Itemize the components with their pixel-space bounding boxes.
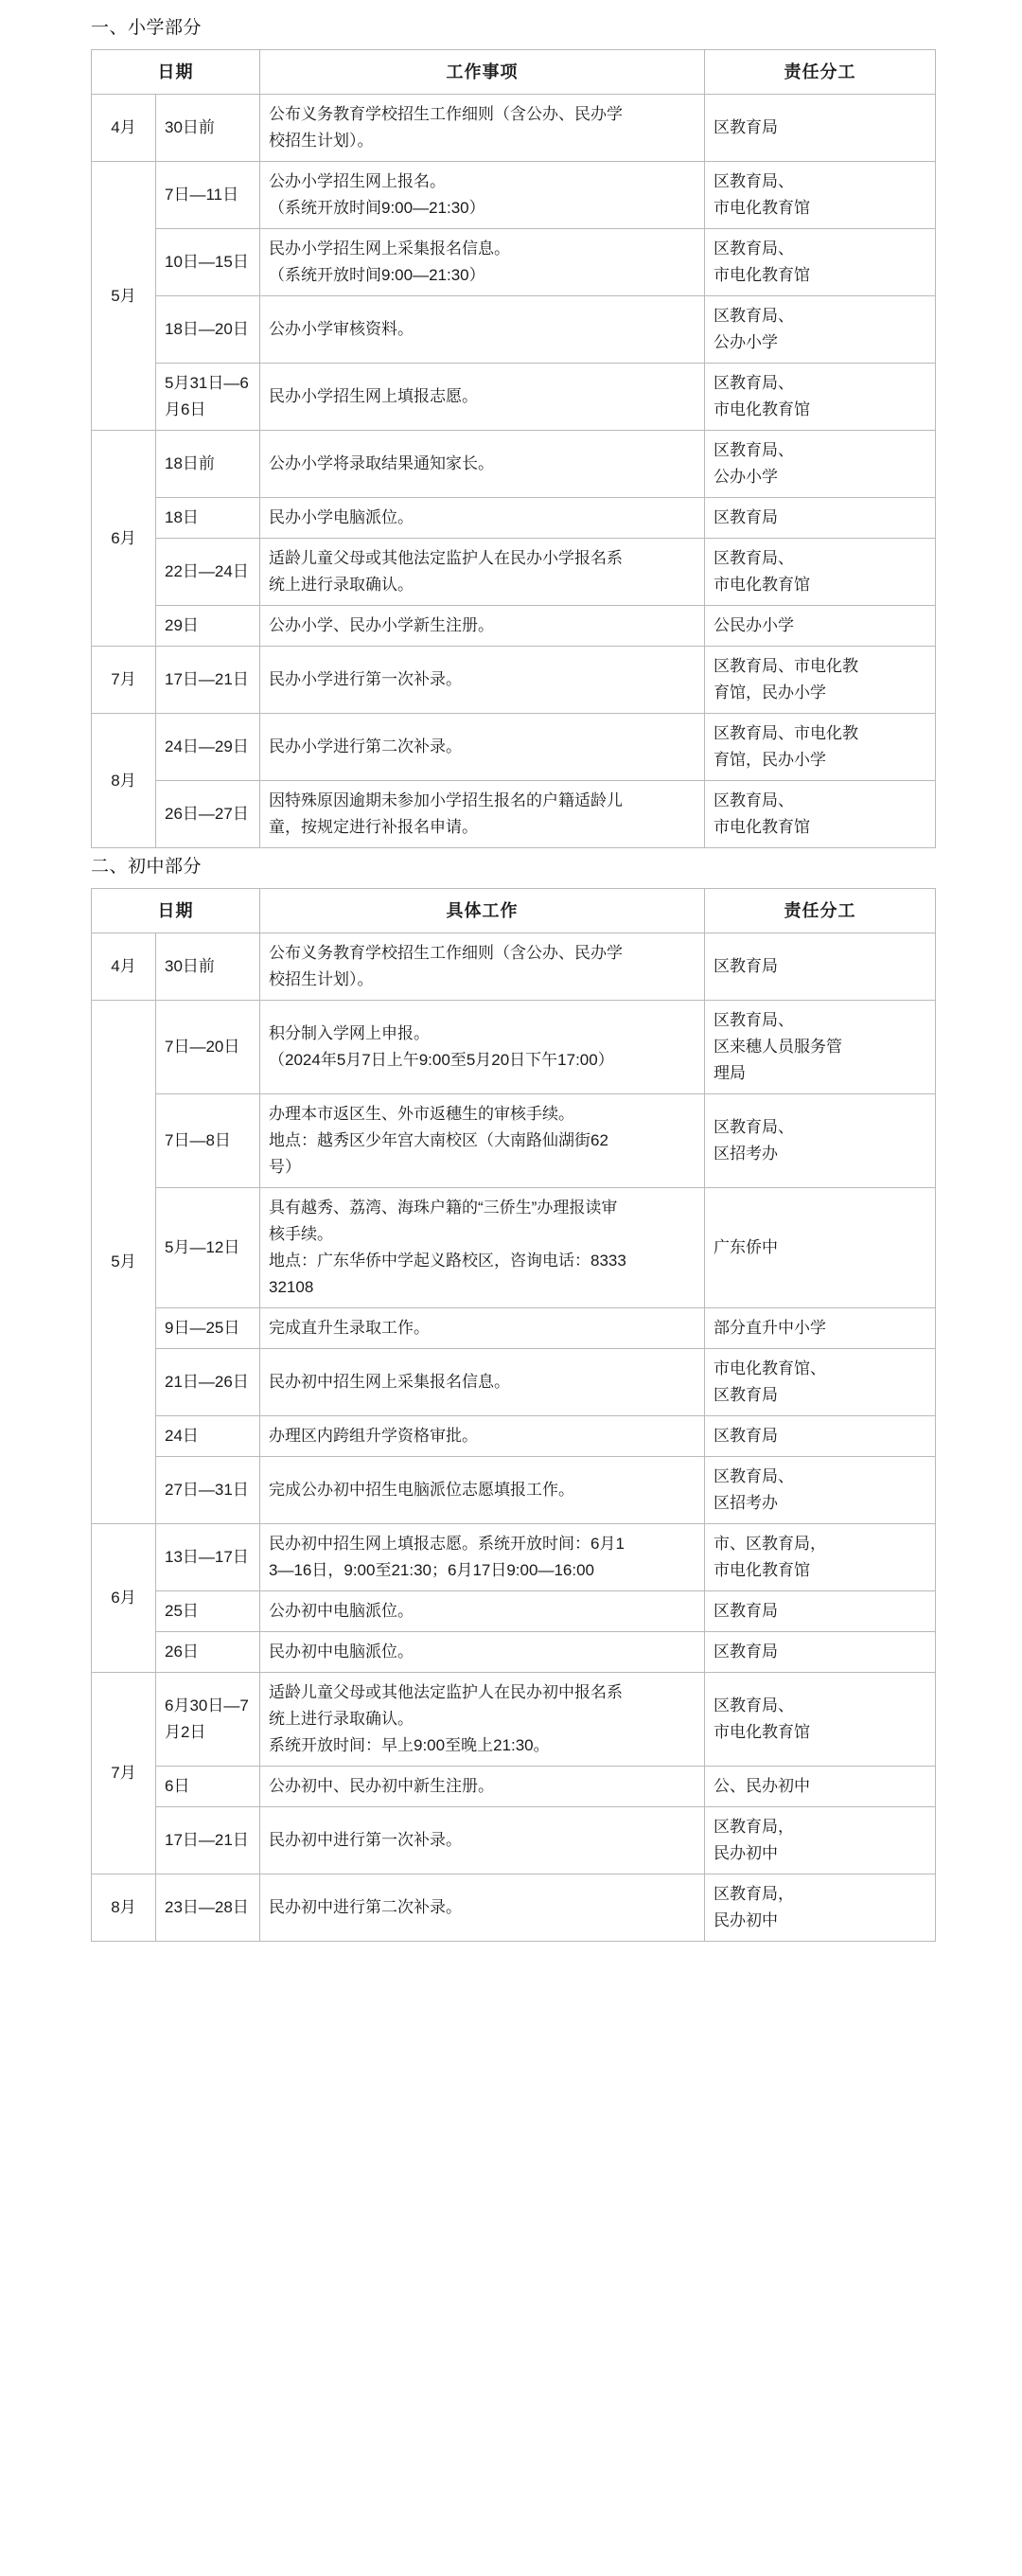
date-cell: 23日—28日 [156, 1874, 260, 1942]
responsibility-line: 部分直升中小学 [714, 1319, 826, 1337]
date-cell: 18日—20日 [156, 296, 260, 364]
work-item-line: （2024年5月7日上午9:00至5月20日下午17:00） [269, 1051, 614, 1069]
date-cell: 7日—11日 [156, 162, 260, 229]
responsibility-cell [705, 933, 936, 1001]
responsibility-line: 区教育局、 [714, 374, 794, 392]
table-row [92, 1001, 936, 1094]
work-item-cell [260, 1001, 705, 1094]
date-cell: 7日—8日 [156, 1094, 260, 1188]
table-row [92, 1349, 936, 1416]
work-item-line: 公布义务教育学校招生工作细则（含公办、民办学 [269, 944, 623, 962]
responsibility-cell [705, 229, 936, 296]
table-header-row [92, 50, 936, 95]
column-header: 责任分工 [705, 889, 936, 933]
responsibility-line: 民办初中 [714, 1911, 778, 1929]
responsibility-line: 市电化教育馆 [714, 818, 810, 836]
responsibility-line: 区教育局 [714, 508, 778, 526]
work-item-line: 具有越秀、荔湾、海珠户籍的“三侨生”办理报读审 [269, 1199, 618, 1217]
responsibility-cell [705, 606, 936, 647]
responsibility-line: 区教育局 [714, 1427, 778, 1445]
work-item-line: 3—16日，9:00至21:30；6月17日9:00—16:00 [269, 1561, 594, 1579]
work-item-cell [260, 606, 705, 647]
work-item-line: 办理本市返区生、外市返穗生的审核手续。 [269, 1105, 574, 1123]
work-item-line: （系统开放时间9:00—21:30） [269, 266, 485, 284]
work-item-cell [260, 1767, 705, 1807]
table-row [92, 1416, 936, 1457]
responsibility-line: 区教育局、 [714, 441, 794, 459]
work-item-line: 统上进行录取确认。 [269, 576, 414, 594]
date-cell: 29日 [156, 606, 260, 647]
responsibility-cell [705, 1416, 936, 1457]
month-cell: 8月 [92, 714, 156, 848]
table-row [92, 539, 936, 606]
responsibility-cell [705, 1673, 936, 1767]
work-item-cell [260, 296, 705, 364]
responsibility-cell [705, 1349, 936, 1416]
work-item-line: 民办小学电脑派位。 [269, 508, 414, 526]
responsibility-cell [705, 1874, 936, 1942]
table-row [92, 431, 936, 498]
responsibility-line: 区教育局 [714, 1643, 778, 1661]
work-item-line: 民办小学进行第二次补录。 [269, 737, 462, 755]
work-item-cell [260, 1632, 705, 1673]
work-item-cell [260, 1308, 705, 1349]
responsibility-cell [705, 1632, 936, 1673]
responsibility-cell [705, 162, 936, 229]
work-item-line: 民办初中电脑派位。 [269, 1643, 414, 1661]
month-cell: 8月 [92, 1874, 156, 1942]
work-item-cell [260, 1094, 705, 1188]
responsibility-line: 区教育局 [714, 957, 778, 975]
responsibility-cell [705, 1188, 936, 1308]
month-cell: 4月 [92, 95, 156, 162]
sections-container [0, 15, 1022, 1942]
responsibility-line: 市电化教育馆 [714, 199, 810, 217]
work-item-cell [260, 1188, 705, 1308]
responsibility-line: 市电化教育馆 [714, 576, 810, 594]
date-cell: 30日前 [156, 95, 260, 162]
month-cell: 7月 [92, 1673, 156, 1874]
date-cell: 5月31日—6月6日 [156, 364, 260, 431]
table-header-row [92, 889, 936, 933]
responsibility-line: 区教育局、 [714, 791, 794, 809]
work-item-line: 公布义务教育学校招生工作细则（含公办、民办学 [269, 105, 623, 123]
responsibility-line: 市、区教育局， [714, 1535, 826, 1553]
responsibility-line: 市电化教育馆 [714, 266, 810, 284]
responsibility-cell [705, 364, 936, 431]
responsibility-cell [705, 539, 936, 606]
work-item-line: 完成直升生录取工作。 [269, 1319, 430, 1337]
responsibility-line: 公办小学 [714, 468, 778, 486]
work-item-cell [260, 781, 705, 848]
column-header: 日期 [92, 889, 260, 933]
date-cell: 26日—27日 [156, 781, 260, 848]
work-item-line: 民办小学招生网上填报志愿。 [269, 387, 478, 405]
work-item-line: 童，按规定进行补报名申请。 [269, 818, 478, 836]
responsibility-line: 区教育局、 [714, 240, 794, 258]
responsibility-cell [705, 1524, 936, 1591]
responsibility-line: 区教育局、 [714, 1118, 794, 1136]
table-row [92, 781, 936, 848]
responsibility-line: 区教育局、 [714, 1697, 794, 1714]
work-item-line: 公办小学审核资料。 [269, 320, 414, 338]
work-item-line: 公办小学招生网上报名。 [269, 172, 446, 190]
column-header: 工作事项 [260, 50, 705, 95]
work-item-line: （系统开放时间9:00—21:30） [269, 199, 485, 217]
work-item-cell [260, 1524, 705, 1591]
table-row [92, 1524, 936, 1591]
work-item-cell [260, 1349, 705, 1416]
month-cell: 6月 [92, 431, 156, 647]
work-item-line: 因特殊原因逾期未参加小学招生报名的户籍适龄儿 [269, 791, 623, 809]
section-title: 二、初中部分 [91, 857, 203, 877]
responsibility-line: 区教育局、市电化教 [714, 657, 858, 675]
work-item-line: 校招生计划）。 [269, 132, 374, 150]
work-item-line: 公办初中电脑派位。 [269, 1602, 414, 1620]
schedule-table [91, 49, 936, 848]
work-item-line: 民办初中招生网上填报志愿。系统开放时间：6月1 [269, 1535, 625, 1553]
date-cell: 26日 [156, 1632, 260, 1673]
month-cell: 7月 [92, 647, 156, 714]
table-row [92, 95, 936, 162]
work-item-line: 民办小学进行第一次补录。 [269, 670, 462, 688]
work-item-cell [260, 162, 705, 229]
date-cell: 9日—25日 [156, 1308, 260, 1349]
date-cell: 17日—21日 [156, 1807, 260, 1874]
work-item-line: 核手续。 [269, 1225, 333, 1243]
work-item-cell [260, 647, 705, 714]
responsibility-cell [705, 1767, 936, 1807]
date-cell: 10日—15日 [156, 229, 260, 296]
responsibility-line: 区教育局、 [714, 549, 794, 567]
date-cell: 24日 [156, 1416, 260, 1457]
date-cell: 13日—17日 [156, 1524, 260, 1591]
responsibility-line: 区教育局、 [714, 1011, 794, 1029]
responsibility-line: 区教育局、 [714, 1467, 794, 1485]
responsibility-line: 育馆，民办小学 [714, 751, 826, 769]
work-item-cell [260, 229, 705, 296]
responsibility-cell [705, 498, 936, 539]
table-row [92, 1767, 936, 1807]
work-item-cell [260, 1416, 705, 1457]
responsibility-line: 区招考办 [714, 1145, 778, 1163]
work-item-cell [260, 1673, 705, 1767]
responsibility-line: 理局 [714, 1064, 746, 1082]
responsibility-cell [705, 781, 936, 848]
responsibility-line: 区教育局 [714, 1602, 778, 1620]
responsibility-line: 区教育局， [714, 1885, 794, 1903]
work-item-line: 地点：广东华侨中学起义路校区，咨询电话：8333 [269, 1252, 626, 1270]
responsibility-line: 市电化教育馆 [714, 1561, 810, 1579]
responsibility-line: 区教育局 [714, 1386, 778, 1404]
section-title: 一、小学部分 [91, 18, 203, 38]
month-cell: 5月 [92, 1001, 156, 1524]
responsibility-cell [705, 647, 936, 714]
responsibility-line: 民办初中 [714, 1844, 778, 1862]
work-item-line: 适龄儿童父母或其他法定监护人在民办初中报名系 [269, 1683, 623, 1701]
date-cell: 18日 [156, 498, 260, 539]
month-cell: 6月 [92, 1524, 156, 1673]
responsibility-cell [705, 95, 936, 162]
date-cell: 18日前 [156, 431, 260, 498]
responsibility-line: 区教育局 [714, 118, 778, 136]
responsibility-cell [705, 1308, 936, 1349]
responsibility-line: 市电化教育馆 [714, 1723, 810, 1741]
work-item-line: 办理区内跨组升学资格审批。 [269, 1427, 478, 1445]
month-cell: 4月 [92, 933, 156, 1001]
work-item-line: 32108 [269, 1278, 314, 1296]
responsibility-line: 育馆，民办小学 [714, 684, 826, 702]
work-item-line: 公办小学、民办小学新生注册。 [269, 616, 494, 634]
work-item-line: 统上进行录取确认。 [269, 1710, 414, 1728]
table-row [92, 1591, 936, 1632]
responsibility-cell [705, 431, 936, 498]
responsibility-line: 区来穗人员服务管 [714, 1038, 842, 1056]
date-cell: 22日—24日 [156, 539, 260, 606]
work-item-cell [260, 364, 705, 431]
work-item-cell [260, 714, 705, 781]
date-cell: 30日前 [156, 933, 260, 1001]
work-item-line: 公办小学将录取结果通知家长。 [269, 454, 494, 472]
table-row [92, 1807, 936, 1874]
responsibility-line: 市电化教育馆、 [714, 1359, 826, 1377]
table-row [92, 296, 936, 364]
table-row [92, 498, 936, 539]
date-cell: 6日 [156, 1767, 260, 1807]
work-item-line: 地点：越秀区少年宫大南校区（大南路仙湖街62 [269, 1131, 608, 1149]
responsibility-cell [705, 1457, 936, 1524]
responsibility-line: 区招考办 [714, 1494, 778, 1512]
responsibility-cell [705, 1807, 936, 1874]
column-header: 具体工作 [260, 889, 705, 933]
responsibility-line: 区教育局， [714, 1818, 794, 1836]
responsibility-line: 区教育局、 [714, 307, 794, 325]
column-header: 责任分工 [705, 50, 936, 95]
work-item-line: 公办初中、民办初中新生注册。 [269, 1777, 494, 1795]
work-item-cell [260, 539, 705, 606]
responsibility-cell [705, 1001, 936, 1094]
responsibility-line: 公办小学 [714, 333, 778, 351]
table-row [92, 364, 936, 431]
table-row [92, 1188, 936, 1308]
work-item-line: 积分制入学网上申报。 [269, 1024, 430, 1042]
table-row [92, 933, 936, 1001]
responsibility-cell [705, 1591, 936, 1632]
table-row [92, 606, 936, 647]
table-row [92, 1457, 936, 1524]
date-cell: 6月30日—7月2日 [156, 1673, 260, 1767]
table-row [92, 647, 936, 714]
responsibility-line: 公、民办初中 [714, 1777, 810, 1795]
work-item-line: 号） [269, 1158, 301, 1176]
date-cell: 21日—26日 [156, 1349, 260, 1416]
responsibility-cell [705, 714, 936, 781]
table-row [92, 229, 936, 296]
table-row [92, 1308, 936, 1349]
responsibility-line: 公民办小学 [714, 616, 794, 634]
date-cell: 7日—20日 [156, 1001, 260, 1094]
work-item-line: 民办初中进行第二次补录。 [269, 1898, 462, 1916]
work-item-cell [260, 1807, 705, 1874]
work-item-line: 适龄儿童父母或其他法定监护人在民办小学报名系 [269, 549, 623, 567]
date-cell: 5月—12日 [156, 1188, 260, 1308]
schedule-table [91, 888, 936, 1942]
date-cell: 17日—21日 [156, 647, 260, 714]
work-item-cell [260, 498, 705, 539]
work-item-line: 完成公办初中招生电脑派位志愿填报工作。 [269, 1481, 574, 1499]
work-item-line: 民办小学招生网上采集报名信息。 [269, 240, 510, 258]
work-item-cell [260, 933, 705, 1001]
date-cell: 25日 [156, 1591, 260, 1632]
month-cell: 5月 [92, 162, 156, 431]
responsibility-cell [705, 296, 936, 364]
work-item-cell [260, 1591, 705, 1632]
table-row [92, 1094, 936, 1188]
responsibility-line: 广东侨中 [714, 1238, 778, 1256]
date-cell: 24日—29日 [156, 714, 260, 781]
column-header: 日期 [92, 50, 260, 95]
work-item-line: 系统开放时间：早上9:00至晚上21:30。 [269, 1736, 550, 1754]
responsibility-line: 市电化教育馆 [714, 400, 810, 418]
work-item-cell [260, 1874, 705, 1942]
responsibility-cell [705, 1094, 936, 1188]
work-item-line: 民办初中招生网上采集报名信息。 [269, 1373, 510, 1391]
date-cell: 27日—31日 [156, 1457, 260, 1524]
work-item-line: 民办初中进行第一次补录。 [269, 1831, 462, 1849]
table-row [92, 1632, 936, 1673]
responsibility-line: 区教育局、市电化教 [714, 724, 858, 742]
responsibility-line: 区教育局、 [714, 172, 794, 190]
table-row [92, 1874, 936, 1942]
table-row [92, 162, 936, 229]
table-row [92, 1673, 936, 1767]
table-row [92, 714, 936, 781]
work-item-cell [260, 1457, 705, 1524]
work-item-cell [260, 95, 705, 162]
work-item-line: 校招生计划）。 [269, 970, 374, 988]
work-item-cell [260, 431, 705, 498]
